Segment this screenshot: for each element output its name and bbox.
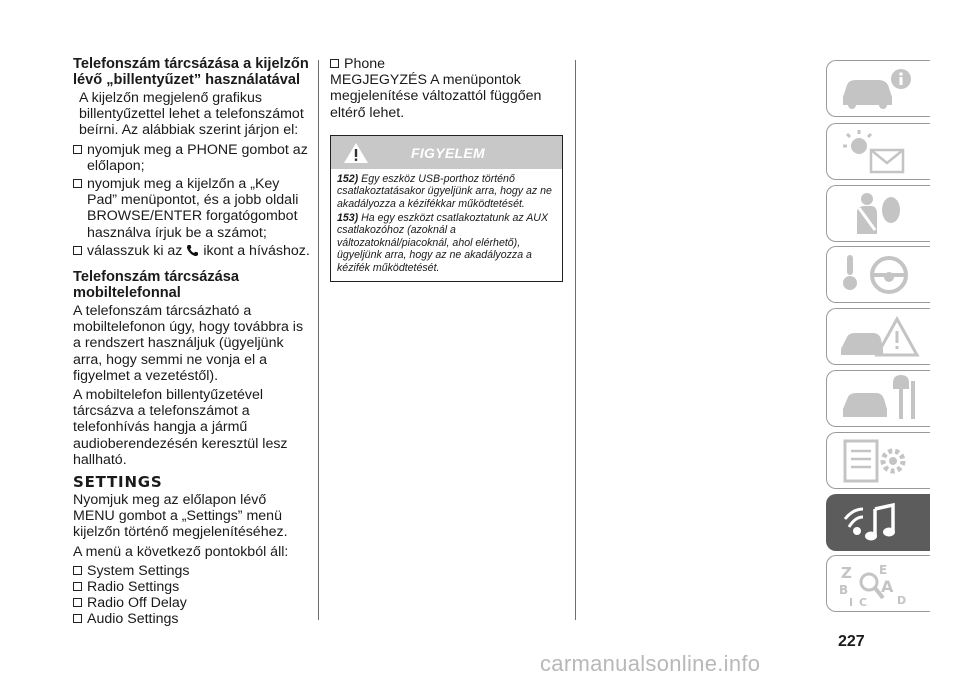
checkbox-bullet-icon — [73, 598, 82, 607]
menu-item-phone: Phone — [330, 56, 562, 72]
warning-triangle-icon — [343, 142, 369, 168]
steering-wheel-key-icon — [835, 251, 925, 299]
phone-handset-icon — [186, 244, 199, 261]
tab-maintenance[interactable] — [826, 370, 930, 427]
alphabetical-index-icon — [835, 560, 925, 608]
menu-item-system-settings: System Settings — [73, 563, 311, 579]
multimedia-icon — [835, 499, 925, 547]
warning-lights-icon — [835, 128, 925, 176]
tab-car-info[interactable] — [826, 60, 930, 117]
list-item: nyomjuk meg a kijelzőn a „Key Pad” menüpontot, és a jobb oldali BROWSE/ENTER forgatógombot használva írjuk be a számot; — [73, 176, 311, 241]
checkbox-bullet-icon — [73, 246, 82, 255]
warning-box — [330, 135, 563, 282]
car-maintenance-icon — [835, 375, 925, 423]
heading-mobile-dialing: Telefonszám tárcsázása mobiltelefonnal — [73, 269, 240, 302]
svg-text:A: A — [881, 577, 894, 596]
watermark: carmanualsonline.info — [540, 651, 761, 676]
svg-text:D: D — [897, 594, 907, 607]
tab-safety[interactable] — [826, 185, 930, 242]
svg-text:B: B — [839, 583, 849, 597]
menu-item-radio-off-delay: Radio Off Delay — [73, 595, 311, 611]
tab-warning-lights[interactable] — [826, 123, 930, 180]
svg-text:I: I — [849, 596, 854, 608]
car-info-icon — [835, 65, 925, 113]
tab-starting-driving[interactable] — [826, 246, 930, 303]
car-accident-warning-icon — [835, 313, 925, 361]
warning-body — [331, 169, 562, 281]
warning-title: FIGYELEM — [411, 144, 485, 161]
paragraph-menu-items-intro: A menü a következő pontokból áll: — [73, 543, 289, 560]
checkbox-bullet-icon — [73, 582, 82, 591]
note-text: MEGJEGYZÉS A menüpontok megjelenítése változattól függően eltérő lehet. — [330, 72, 542, 121]
seatbelt-airbag-icon — [835, 190, 925, 238]
heading-settings: SETTINGS — [73, 473, 163, 492]
list-item: nyomjuk meg a PHONE gombot az előlapon; — [73, 142, 311, 174]
paragraph-keypad-intro: A kijelzőn megjelenő grafikus billentyűzettel lehet a telefonszámot beírni. Az alábbiak szerint járjon el: — [79, 90, 304, 139]
heading-keypad-dialing: Telefonszám tárcsázása a kijelzőn lévő „billentyűzet” használatával — [73, 56, 309, 88]
checkbox-bullet-icon — [73, 145, 82, 154]
column-divider — [318, 60, 319, 620]
left-column — [73, 56, 311, 628]
paragraph-mobile-dialing: A telefonszám tárcsázható a mobiltelefonon úgy, hogy továbbra is a rendszert használjuk (ügyeljünk arra, hogy semmi ne vonja el a figyelmet a vezetéstől). — [73, 303, 304, 384]
svg-text:E: E — [879, 563, 888, 577]
checkbox-bullet-icon — [330, 59, 339, 68]
column-divider — [575, 60, 576, 620]
paragraph-settings-menu: Nyomjuk meg az előlapon lévő MENU gombot a „Settings” menü kijelzőn történő megjelenítéséhez. — [73, 492, 288, 541]
warning-item: 153) Ha egy eszközt csatlakoztatunk az AUX csatlakozóhoz (azoknál a változatoknál/piacoknál, ahol elérhető), ügyeljünk arra, hogy az ne akadályozza a kézifék működtetését. — [337, 212, 549, 274]
page-number: 227 — [838, 633, 865, 650]
tab-emergency[interactable] — [826, 308, 930, 365]
svg-text:C: C — [859, 596, 868, 608]
tab-index[interactable] — [826, 555, 930, 612]
list-item: válasszuk ki az ikont a híváshoz. — [73, 243, 311, 261]
checkbox-bullet-icon — [73, 566, 82, 575]
warning-header — [331, 136, 562, 169]
checkbox-bullet-icon — [73, 179, 82, 188]
tab-technical-data[interactable] — [826, 432, 930, 489]
menu-item-audio-settings: Audio Settings — [73, 611, 311, 627]
middle-column — [330, 56, 562, 282]
menu-item-radio-settings: Radio Settings — [73, 579, 311, 595]
checkbox-bullet-icon — [73, 614, 82, 623]
svg-text:Z: Z — [841, 564, 852, 582]
warning-item: 152) Egy eszköz USB-porthoz történő csatlakoztatásakor ügyeljünk arra, hogy az ne akadályozza a kézifékkar működtetését. — [337, 172, 552, 210]
technical-data-icon — [835, 437, 925, 485]
tab-multimedia[interactable] — [826, 494, 930, 551]
paragraph-mobile-audio: A mobiltelefon billentyűzetével tárcsázva a telefonszámot a telefonhívás hangja a jármű audioberendezésén keresztül lesz hallható. — [73, 387, 288, 468]
